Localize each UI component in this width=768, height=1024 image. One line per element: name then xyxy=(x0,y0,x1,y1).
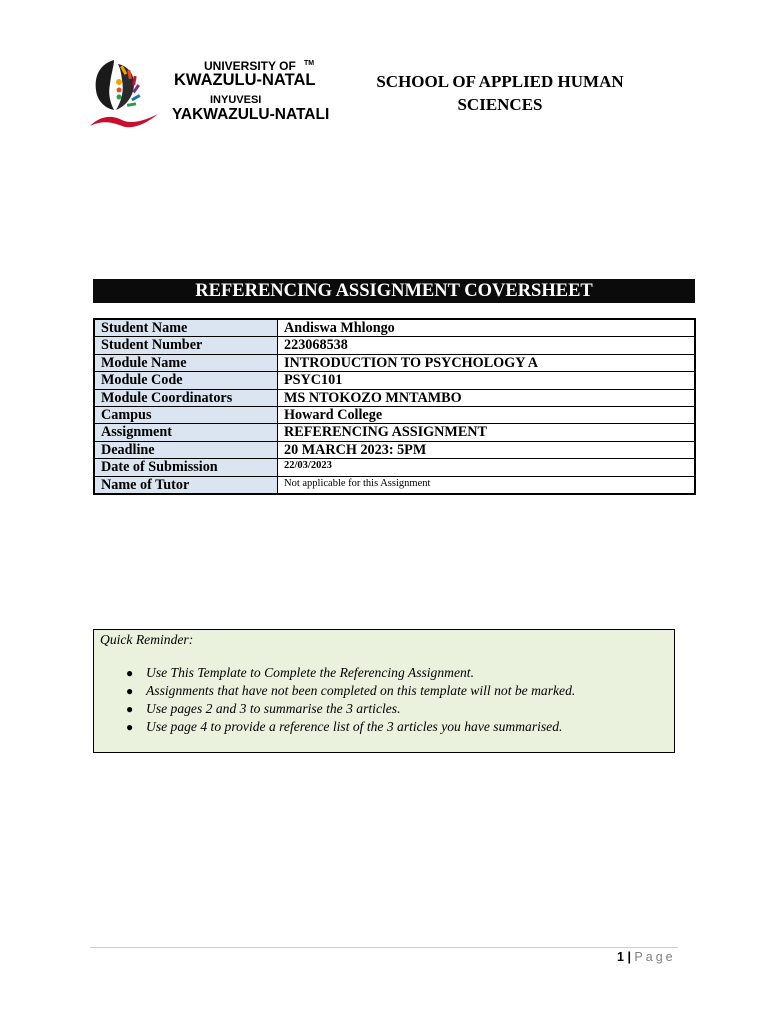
coversheet-heading: REFERENCING ASSIGNMENT COVERSHEET xyxy=(93,279,695,303)
row-label: Date of Submission xyxy=(94,459,278,476)
row-value: MS NTOKOZO MNTAMBO xyxy=(278,389,696,406)
row-label: Module Code xyxy=(94,372,278,389)
school-title-line-2: SCIENCES xyxy=(457,95,543,114)
row-value: Andiswa Mhlongo xyxy=(278,319,696,337)
footer-separator: | xyxy=(627,950,631,964)
row-label: Campus xyxy=(94,406,278,423)
row-label: Student Number xyxy=(94,337,278,354)
logo-trademark: TM xyxy=(304,60,315,67)
row-value: 20 MARCH 2023: 5PM xyxy=(278,441,696,458)
school-title-line-1: SCHOOL OF APPLIED HUMAN xyxy=(376,72,624,91)
university-logo xyxy=(88,56,330,130)
row-value: REFERENCING ASSIGNMENT xyxy=(278,424,696,441)
list-item xyxy=(126,700,575,718)
page-number: 1 xyxy=(617,950,624,964)
bullet-icon: ● xyxy=(126,702,134,716)
table-row xyxy=(94,424,695,441)
bullet-icon: ● xyxy=(126,666,134,680)
reminder-item-text: Use page 4 to provide a reference list of the 3 articles you have summarised. xyxy=(146,719,563,734)
logo-line-inyuvesi: INYUVESI xyxy=(210,94,262,106)
reminder-title: Quick Reminder: xyxy=(100,632,194,647)
table-row xyxy=(94,459,695,476)
reminder-item-text: Use This Template to Complete the Referencing Assignment. xyxy=(146,665,474,680)
row-value: 22/03/2023 xyxy=(278,459,696,476)
table-row xyxy=(94,441,695,458)
row-label: Name of Tutor xyxy=(94,476,278,494)
row-label: Module Coordinators xyxy=(94,389,278,406)
row-value: 223068538 xyxy=(278,337,696,354)
row-label: Student Name xyxy=(94,319,278,337)
row-value: PSYC101 xyxy=(278,372,696,389)
list-item xyxy=(126,664,575,682)
row-value: Not applicable for this Assignment xyxy=(278,476,696,494)
reminder-item-text: Assignments that have not been completed on this template will not be marked. xyxy=(146,683,576,698)
row-label: Assignment xyxy=(94,424,278,441)
reminder-list xyxy=(94,664,575,736)
bullet-icon: ● xyxy=(126,720,134,734)
ukzn-crest-icon xyxy=(88,56,160,130)
table-row xyxy=(94,406,695,423)
logo-line-yakwazulu-natali: YAKWAZULU-NATALI xyxy=(172,106,330,123)
table-row xyxy=(94,476,695,494)
row-value: INTRODUCTION TO PSYCHOLOGY A xyxy=(278,354,696,371)
list-item xyxy=(126,682,576,700)
logo-line-kwazulu-natal: KWAZULU-NATAL xyxy=(174,71,316,89)
row-label: Module Name xyxy=(94,354,278,371)
logo-line-university-of: UNIVERSITY OF xyxy=(204,59,296,73)
table-row xyxy=(94,354,695,371)
bullet-icon: ● xyxy=(126,684,134,698)
table-row xyxy=(94,337,695,354)
page-label: Page xyxy=(634,950,676,964)
list-item xyxy=(126,718,575,736)
school-title xyxy=(340,70,660,116)
student-details-table xyxy=(93,318,696,495)
table-row xyxy=(94,319,695,337)
row-label: Deadline xyxy=(94,441,278,458)
table-row xyxy=(94,389,695,406)
row-value: Howard College xyxy=(278,406,696,423)
footer-divider xyxy=(90,947,678,948)
page-footer xyxy=(617,950,676,964)
quick-reminder-box xyxy=(93,629,675,753)
reminder-item-text: Use pages 2 and 3 to summarise the 3 articles. xyxy=(146,701,401,716)
table-row xyxy=(94,372,695,389)
